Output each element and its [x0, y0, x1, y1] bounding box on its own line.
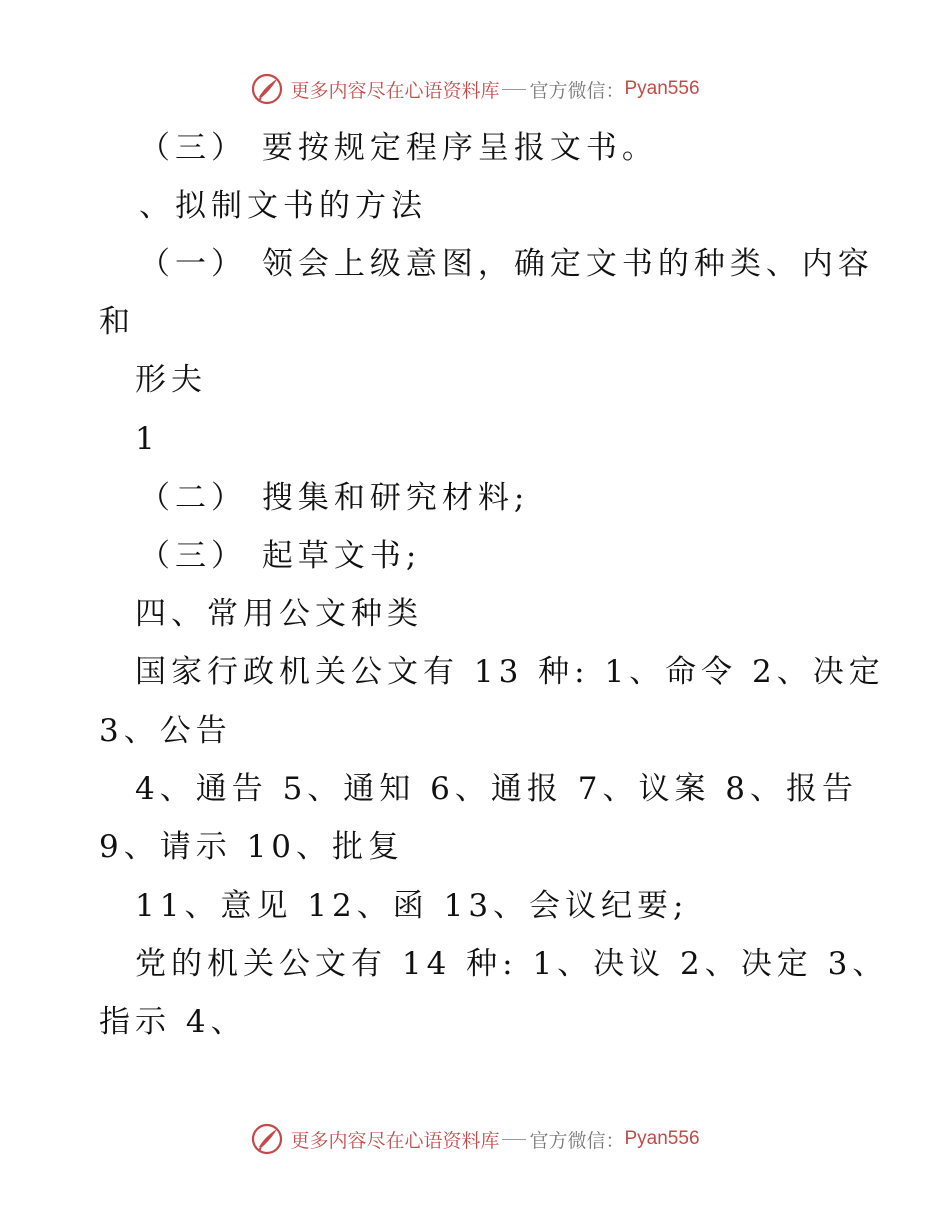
watermark-dash	[502, 89, 526, 90]
body-line: （三） 要按规定程序呈报文书。	[139, 130, 658, 166]
body-line: 1	[135, 421, 160, 457]
body-line: 四、常用公文种类	[135, 596, 423, 632]
watermark-wechat-label: 官方微信：	[529, 1129, 625, 1152]
watermark-wechat-id: Pyan556	[624, 78, 700, 99]
body-line: （一） 领会上级意图，确定文书的种类、内容	[139, 246, 874, 282]
quill-pen-logo-icon	[250, 72, 284, 106]
quill-pen-logo-icon	[250, 1122, 284, 1156]
watermark-wechat-id: Pyan556	[624, 1128, 700, 1149]
body-line: 形夫	[135, 362, 207, 398]
watermark-brand-text: 更多内容尽在心语资料库	[290, 1129, 500, 1152]
body-line: 指示 4、	[99, 1004, 247, 1040]
body-line: 国家行政机关公文有 13 种: 1、命令 2、决定	[135, 654, 885, 690]
body-line: 11、意见 12、函 13、会议纪要;	[135, 888, 689, 924]
body-line: 9、请示 10、批复	[99, 829, 405, 865]
footer-watermark	[0, 1119, 950, 1159]
header-watermark	[0, 69, 950, 109]
watermark-brand-text: 更多内容尽在心语资料库	[290, 79, 500, 102]
watermark-dash	[502, 1139, 526, 1140]
body-line: 、拟制文书的方法	[139, 188, 427, 224]
body-line: 党的机关公文有 14 种: 1、决议 2、决定 3、	[135, 946, 889, 982]
body-line: （三） 起草文书;	[139, 538, 422, 574]
watermark-wechat-label: 官方微信：	[529, 79, 625, 102]
body-line: 4、通告 5、通知 6、通报 7、议案 8、报告	[135, 771, 859, 807]
body-line: 和	[99, 304, 135, 340]
body-line: 3、公告	[99, 713, 232, 749]
body-line: （二） 搜集和研究材料;	[139, 480, 530, 516]
